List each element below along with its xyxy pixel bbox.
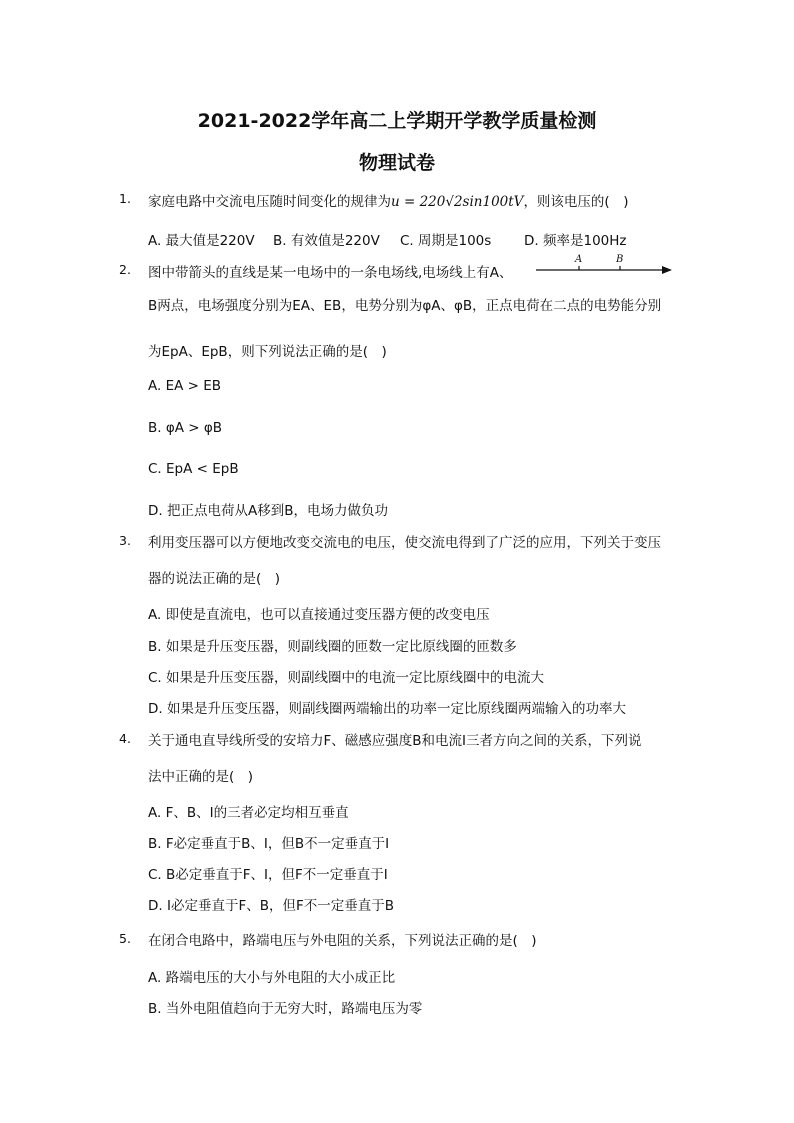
- question-1-option-d: D. 频率是100Hz: [524, 233, 627, 249]
- question-1-option-a: A. 最大值是220V: [148, 233, 255, 249]
- question-2-number: 2.: [119, 262, 131, 277]
- question-1-formula: u = 220√2sin100tV: [391, 194, 524, 210]
- question-3-option-a: A. 即使是直流电，也可以直接通过变压器方便的改变电压: [148, 607, 490, 623]
- question-1-option-c: C. 周期是100s: [400, 233, 492, 249]
- question-3-option-d: D. 如果是升压变压器，则副线圈两端输出的功率一定比原线圈两端输入的功率大: [148, 701, 626, 717]
- question-4-number: 4.: [119, 731, 131, 746]
- point-a-label: A: [575, 254, 583, 265]
- exam-subtitle: 物理试卷: [358, 152, 435, 174]
- point-b-label: B: [616, 254, 624, 265]
- question-3-option-b: B. 如果是升压变压器，则副线圈的匝数一定比原线圈的匝数多: [148, 639, 517, 655]
- question-4-line-1: 关于通电直导线所受的安培力F、磁感应强度B和电流I三者方向之间的关系，下列说: [148, 733, 642, 749]
- question-2-line-2: B两点，电场强度分别为EA、EB，电势分别为φA、φB，正点电荷在二点的电势能分别: [148, 298, 662, 314]
- question-4-option-d: D. I必定垂直于F、B，但F不一定垂直于B: [148, 898, 395, 914]
- question-2-option-d: D. 把正点电荷从A移到B，电场力做负功: [148, 503, 388, 519]
- question-3-number: 3.: [119, 533, 131, 548]
- question-1-option-b: B. 有效值是220V: [273, 233, 380, 249]
- question-1-stem: [148, 190, 628, 210]
- question-2-option-a: A. EA > EB: [148, 378, 222, 394]
- question-3-option-c: C. 如果是升压变压器，则副线圈中的电流一定比原线圈中的电流大: [148, 670, 545, 686]
- question-5-number: 5.: [119, 931, 131, 946]
- question-5-option-b: B. 当外电阻值趋向于无穷大时，路端电压为零: [148, 1001, 423, 1017]
- question-2-line-1: 图中带箭头的直线是某一电场中的一条电场线,电场线上有A、: [148, 265, 513, 281]
- question-1-stem-text: 家庭电路中交流电压随时间变化的规律为: [148, 194, 391, 210]
- question-4-option-b: B. F必定垂直于B、I，但B不一定垂直于I: [148, 836, 390, 852]
- question-3-line-1: 利用变压器可以方便地改变交流电的电压，使交流电得到了广泛的应用，下列关于变压: [148, 535, 661, 551]
- question-2-line-3: 为EpA、EpB，则下列说法正确的是( ): [148, 344, 387, 360]
- question-4-option-c: C. B必定垂直于F、I，但F不一定垂直于I: [148, 867, 388, 883]
- question-5-line-1: 在闭合电路中，路端电压与外电阻的关系，下列说法正确的是( ): [148, 933, 537, 949]
- exam-title: 2021-2022学年高二上学期开学教学质量检测: [197, 110, 597, 132]
- question-2-option-b: B. φA > φB: [148, 420, 223, 436]
- question-1-number: 1.: [119, 191, 131, 206]
- question-2-option-c: C. EpA < EpB: [148, 461, 239, 477]
- electric-field-line-figure: [534, 250, 674, 278]
- question-4-option-a: A. F、B、I的三者必定均相互垂直: [148, 805, 349, 821]
- field-line-arrowhead: [662, 266, 672, 274]
- question-3-line-2: 器的说法正确的是( ): [148, 571, 281, 587]
- question-5-option-a: A. 路端电压的大小与外电阻的大小成正比: [148, 970, 396, 986]
- question-4-line-2: 法中正确的是( ): [148, 769, 254, 785]
- question-1-stem-end: ，则该电压的( ): [523, 194, 629, 210]
